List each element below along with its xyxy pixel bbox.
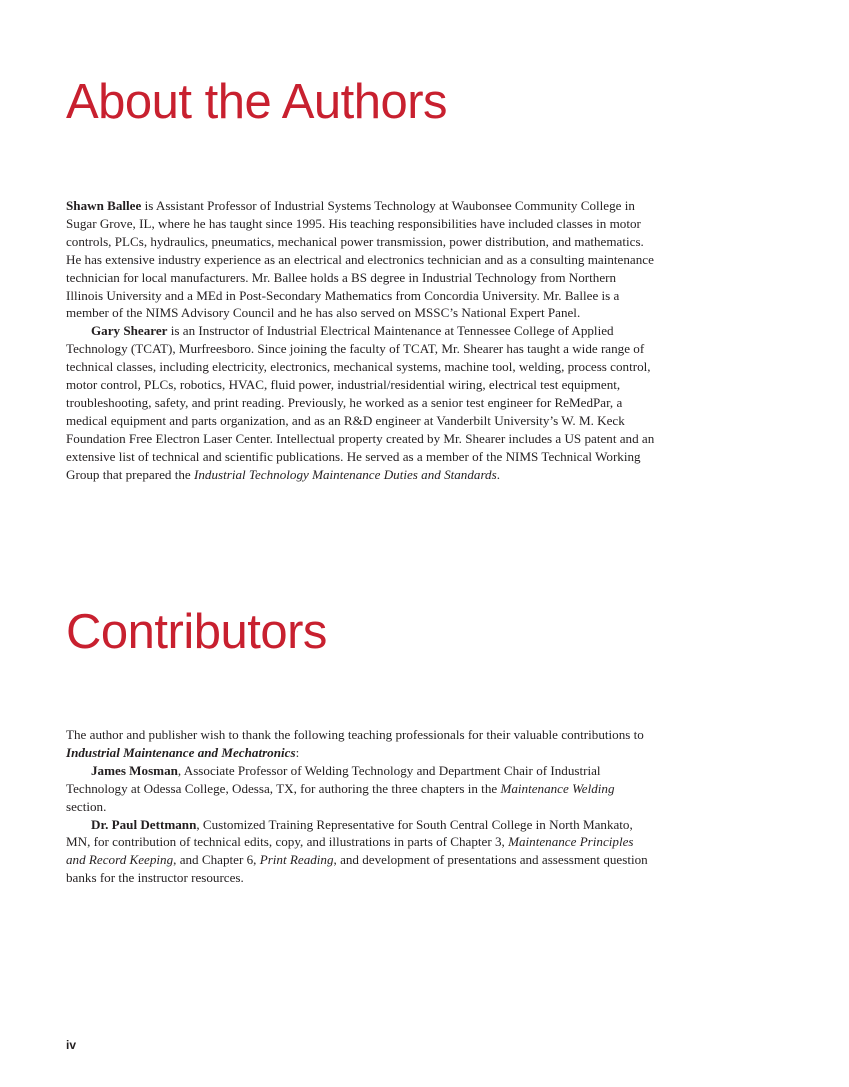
contributors-intro (66, 726, 656, 762)
mosman-name: James Mosman (91, 762, 178, 778)
chapter3-title: Maintenance Principles and Record Keeping (66, 834, 634, 868)
intro-end: : (295, 744, 300, 760)
authors-body (66, 197, 656, 484)
ballee-paragraph (66, 197, 656, 322)
mosman-end: section. (66, 798, 107, 814)
contributors-body (66, 726, 656, 887)
mosman-paragraph (66, 762, 656, 816)
shearer-name: Gary Shearer (91, 323, 168, 339)
dettmann-text: , Customized Training Representative for South Central College in North Mankato, MN, for contribution of technical edits, copy, and illustrations in parts of Chapter 3, (66, 816, 633, 850)
dettmann-paragraph (66, 816, 656, 888)
dettmann-end: , and development of presentations and assessment question banks for the instructor resources. (66, 852, 648, 886)
dettmann-name: Dr. Paul Dettmann (91, 816, 197, 832)
maintenance-welding-title: Maintenance Welding (500, 780, 615, 796)
page-number: iv (66, 1038, 77, 1052)
ballee-bio: is Assistant Professor of Industrial Systems Technology at Waubonsee Community College in Sugar Grove, IL, where he has taught since 1995. His teaching responsibilities have included classes in motor controls, PLCs, hydraulics, pneumatics, mechanical power transmission, power distribution, and mathematics. He has extensive industry experience as an electrical and electronics technician and as a consulting maintenance technician for local manufacturers. Mr. Ballee holds a BS degree in Industrial Technology from Northern Illinois University and a MEd in Post-Secondary Mathematics from Concordia University. Mr. Ballee is a member of the NIMS Advisory Council and he has also served on MSSC’s National Expert Panel. (66, 198, 654, 321)
shearer-bio: is an Instructor of Industrial Electrical Maintenance at Tennessee College of Applied Technology (TCAT), Murfreesboro. Since joining the faculty of TCAT, Mr. Shearer has taught a wide range of technical classes, including electricity, electronics, mechanical systems, machine tool, welding, process control, motor control, PLCs, robotics, HVAC, fluid power, industrial/residential wiring, electrical test equipment, troubleshooting, safety, and print reading. Previously, he worked as a senior test engineer for ReMedPar, a medical equipment and parts organization, and as an R&D engineer at Vanderbilt University’s W. M. Keck Foundation Free Electron Laser Center. Intellectual property created by Mr. Shearer includes a US patent and an extensive list of technical and scientific publications. He served as a member of the NIMS Technical Working Group that prepared the (66, 323, 655, 482)
contributors-heading: Contributors (66, 605, 327, 659)
shearer-bio-end: . (496, 466, 500, 482)
chapter6-title: Print Reading (259, 852, 334, 868)
book-title: Industrial Maintenance and Mechatronics (66, 744, 296, 760)
duties-standards-title: Industrial Technology Maintenance Duties and Standards (193, 466, 497, 482)
intro-text: The author and publisher wish to thank the following teaching professionals for their valuable contributions to (66, 727, 644, 742)
shearer-paragraph (66, 322, 656, 483)
mosman-text: , Associate Professor of Welding Technology and Department Chair of Industrial Technology at Odessa College, Odessa, TX, for authoring the three chapters in the (66, 762, 601, 796)
ballee-name: Shawn Ballee (66, 198, 142, 213)
dettmann-mid: , and Chapter 6, (173, 852, 260, 868)
about-authors-heading: About the Authors (66, 75, 448, 129)
